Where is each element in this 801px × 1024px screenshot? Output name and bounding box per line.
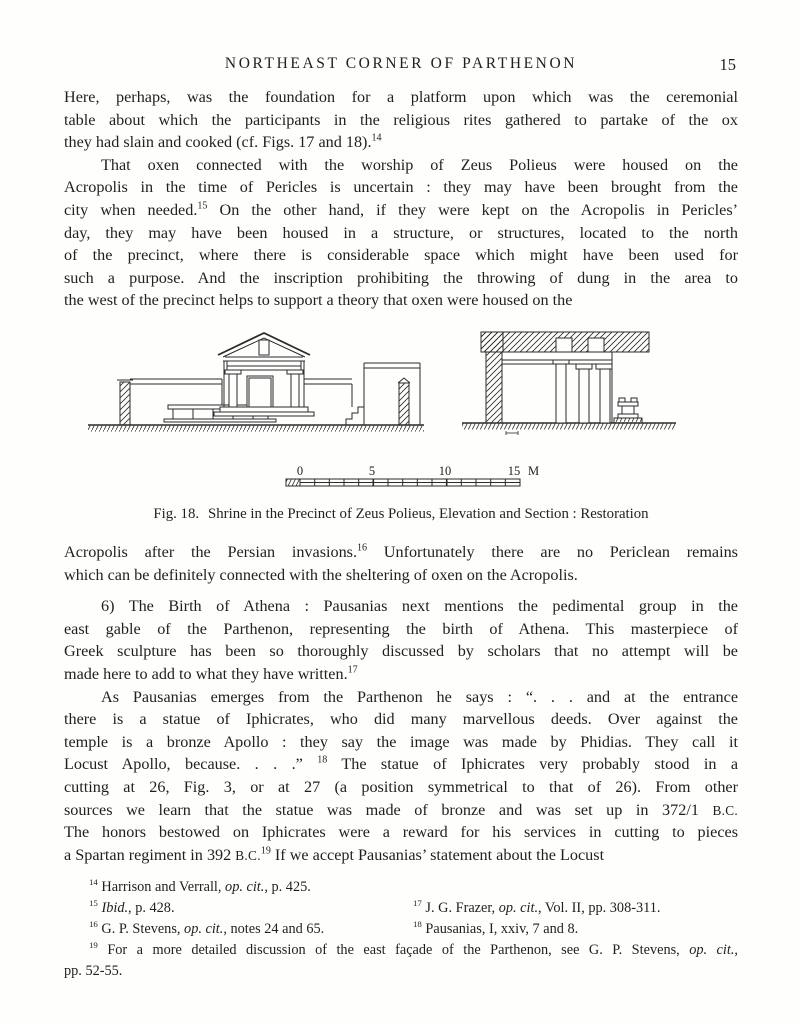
- figure-18-caption: [64, 506, 738, 523]
- text-run: That oxen connected with the worship of Zeus Polieus were housed on the: [101, 155, 738, 174]
- text-run: of the precinct, where there is considerable space which might have been used for: [64, 246, 738, 265]
- text-line: [64, 640, 738, 663]
- figure-caption-label: Fig. 18.: [153, 506, 200, 522]
- text-run: made here to add to what they have written.: [64, 664, 348, 683]
- text-line: [64, 564, 738, 587]
- text-line: [64, 595, 738, 618]
- text-run: G. P. Stevens,: [97, 921, 185, 937]
- footnote-row: [64, 898, 738, 919]
- text-run: 6) The Birth of Athena : Pausanias next mentions the pedimental group in the: [101, 597, 738, 616]
- text-run: J. G. Frazer,: [421, 900, 499, 916]
- text-run: The statue of Iphicrates very probably stood in a: [327, 755, 738, 774]
- page-number: 15: [719, 55, 736, 74]
- text-run: day, they may have been housed in a structure, or structures, located to the north: [64, 223, 738, 242]
- footnote-marker: 15: [197, 200, 208, 212]
- scale-label-5: 5: [368, 464, 376, 478]
- paragraph: [64, 154, 738, 312]
- footnote-right-column: [413, 919, 578, 940]
- footnote-marker: 16: [357, 542, 368, 554]
- text-run: , p. 425.: [264, 879, 311, 895]
- body-text-below-figure: [64, 541, 738, 866]
- text-line: [64, 222, 738, 245]
- text-run: which can be definitely connected with the sheltering of oxen on the Acropolis.: [64, 565, 578, 584]
- footnote-marker: 18: [317, 754, 328, 766]
- text-run: they had slain and cooked (cf. Figs. 17 and 18).: [64, 133, 372, 152]
- text-line: [64, 821, 738, 844]
- footnote-marker: 15: [89, 898, 98, 909]
- footnote-row: [64, 940, 738, 961]
- text-run: Pausanias, I, xxiv, 7 and 8.: [421, 921, 579, 937]
- text-line: [64, 86, 738, 109]
- section-drawing: [462, 332, 676, 435]
- text-run: , p. 428.: [128, 900, 175, 916]
- text-line: [64, 799, 738, 822]
- text-run: , notes 24 and 65.: [223, 921, 325, 937]
- text-run: sources we learn that the statue was made of bronze and was set up in 372/1: [64, 800, 713, 819]
- footnote-right-column: [413, 898, 660, 919]
- text-run: Locust Apollo, because. . . .”: [64, 755, 318, 774]
- text-run: table about which the participants in the religious rites gathered to partake of the ox: [64, 110, 738, 129]
- text-line: [64, 731, 738, 754]
- text-run: On the other hand, if they were kept on the Acropolis in Pericles’: [207, 200, 738, 219]
- footnote-row: [64, 919, 738, 940]
- text-line: [64, 289, 738, 312]
- figure-caption-text: Shrine in the Precinct of Zeus Polieus, Elevation and Section : Restoration: [208, 506, 649, 522]
- elevation-drawing: [88, 333, 424, 432]
- paragraph: [64, 86, 738, 154]
- text-run: B.C.: [235, 847, 261, 863]
- text-run: op. cit.: [498, 900, 539, 916]
- text-line: [64, 844, 738, 867]
- text-run: op. cit.: [689, 942, 735, 958]
- text-line: [64, 708, 738, 731]
- text-line: [64, 154, 738, 177]
- footnote-marker: 17: [413, 898, 422, 909]
- footnote-marker: 14: [371, 132, 382, 144]
- figure-18-drawing: [0, 326, 801, 496]
- text-run: there is a statue of Iphicrates, who did many marvellous deeds. Over against the: [64, 710, 738, 729]
- footnote-marker: 19: [89, 940, 98, 951]
- text-run: a Spartan regiment in 392: [64, 845, 236, 864]
- footnotes: [64, 877, 738, 982]
- scale-unit-label: M: [528, 464, 540, 478]
- text-run: op. cit.: [184, 921, 224, 937]
- text-run: ,: [734, 942, 738, 958]
- text-line: [64, 176, 738, 199]
- text-run: Ibid.: [101, 900, 129, 916]
- scale-label-15: 15: [507, 464, 521, 478]
- text-run: city when needed.: [64, 200, 198, 219]
- text-line: [64, 267, 738, 290]
- text-run: cutting at 26, Fig. 3, or at 27 (a position symmetrical to that of 26). From other: [64, 777, 738, 796]
- footnote-marker: 14: [89, 877, 98, 888]
- text-run: Greek sculpture has been so thoroughly discussed by scholars that no attempt will be: [64, 642, 738, 661]
- scale-label-0: 0: [296, 464, 304, 478]
- text-line: [64, 131, 738, 154]
- text-run: Here, perhaps, was the foundation for a platform upon which was the ceremonial: [64, 88, 738, 106]
- text-run: the west of the precinct helps to support a theory that oxen were housed on the: [64, 291, 573, 310]
- paragraph: [64, 541, 738, 586]
- text-line: [64, 663, 738, 686]
- text-run: pp. 52-55.: [64, 963, 123, 979]
- text-run: temple is a bronze Apollo : they say the image was made by Phidias. They call it: [64, 732, 738, 751]
- scale-bar: [286, 464, 539, 486]
- footnote-marker: 18: [413, 919, 422, 930]
- scale-label-10: 10: [438, 464, 452, 478]
- text-run: If we accept Pausanias’ statement about the Locust: [270, 845, 605, 864]
- text-line: [64, 541, 738, 564]
- running-head-title: NORTHEAST CORNER OF PARTHENON: [224, 55, 578, 72]
- text-line: [64, 618, 738, 641]
- text-run: As Pausanias emerges from the Parthenon he says : “. . . and at the entrance: [101, 687, 738, 706]
- body-text-above-figure: [64, 86, 738, 312]
- footnote-row: [64, 961, 738, 982]
- text-run: Harrison and Verrall,: [97, 879, 226, 895]
- text-run: op. cit.: [225, 879, 265, 895]
- text-run: Unfortunately there are no Periclean remains: [367, 543, 738, 561]
- text-line: [64, 244, 738, 267]
- text-line: [64, 109, 738, 132]
- running-head: [64, 55, 738, 75]
- text-run: For a more detailed discussion of the east façade of the Parthenon, see G. P. Stevens,: [97, 942, 690, 958]
- footnote-marker: 17: [347, 664, 358, 676]
- text-run: The honors bestowed on Iphicrates were a reward for his services in cutting to pieces: [64, 823, 738, 842]
- text-run: Acropolis after the Persian invasions.: [64, 543, 358, 561]
- paragraph: [64, 595, 738, 685]
- footnote-marker: 16: [89, 919, 98, 930]
- text-run: B.C.: [712, 802, 738, 818]
- text-line: [64, 753, 738, 776]
- text-run: Acropolis in the time of Pericles is uncertain : they may have been brought from the: [64, 178, 738, 197]
- text-line: [64, 199, 738, 222]
- text-run: , Vol. II, pp. 308-311.: [538, 900, 661, 916]
- text-line: [64, 686, 738, 709]
- footnote-row: [64, 877, 738, 898]
- text-run: east gable of the Parthenon, representing the birth of Athena. This masterpiece of: [64, 619, 738, 638]
- paragraph: [64, 686, 738, 867]
- text-line: [64, 776, 738, 799]
- text-run: such a purpose. And the inscription prohibiting the throwing of dung in the area to: [64, 268, 738, 287]
- footnote-marker: 19: [260, 845, 271, 857]
